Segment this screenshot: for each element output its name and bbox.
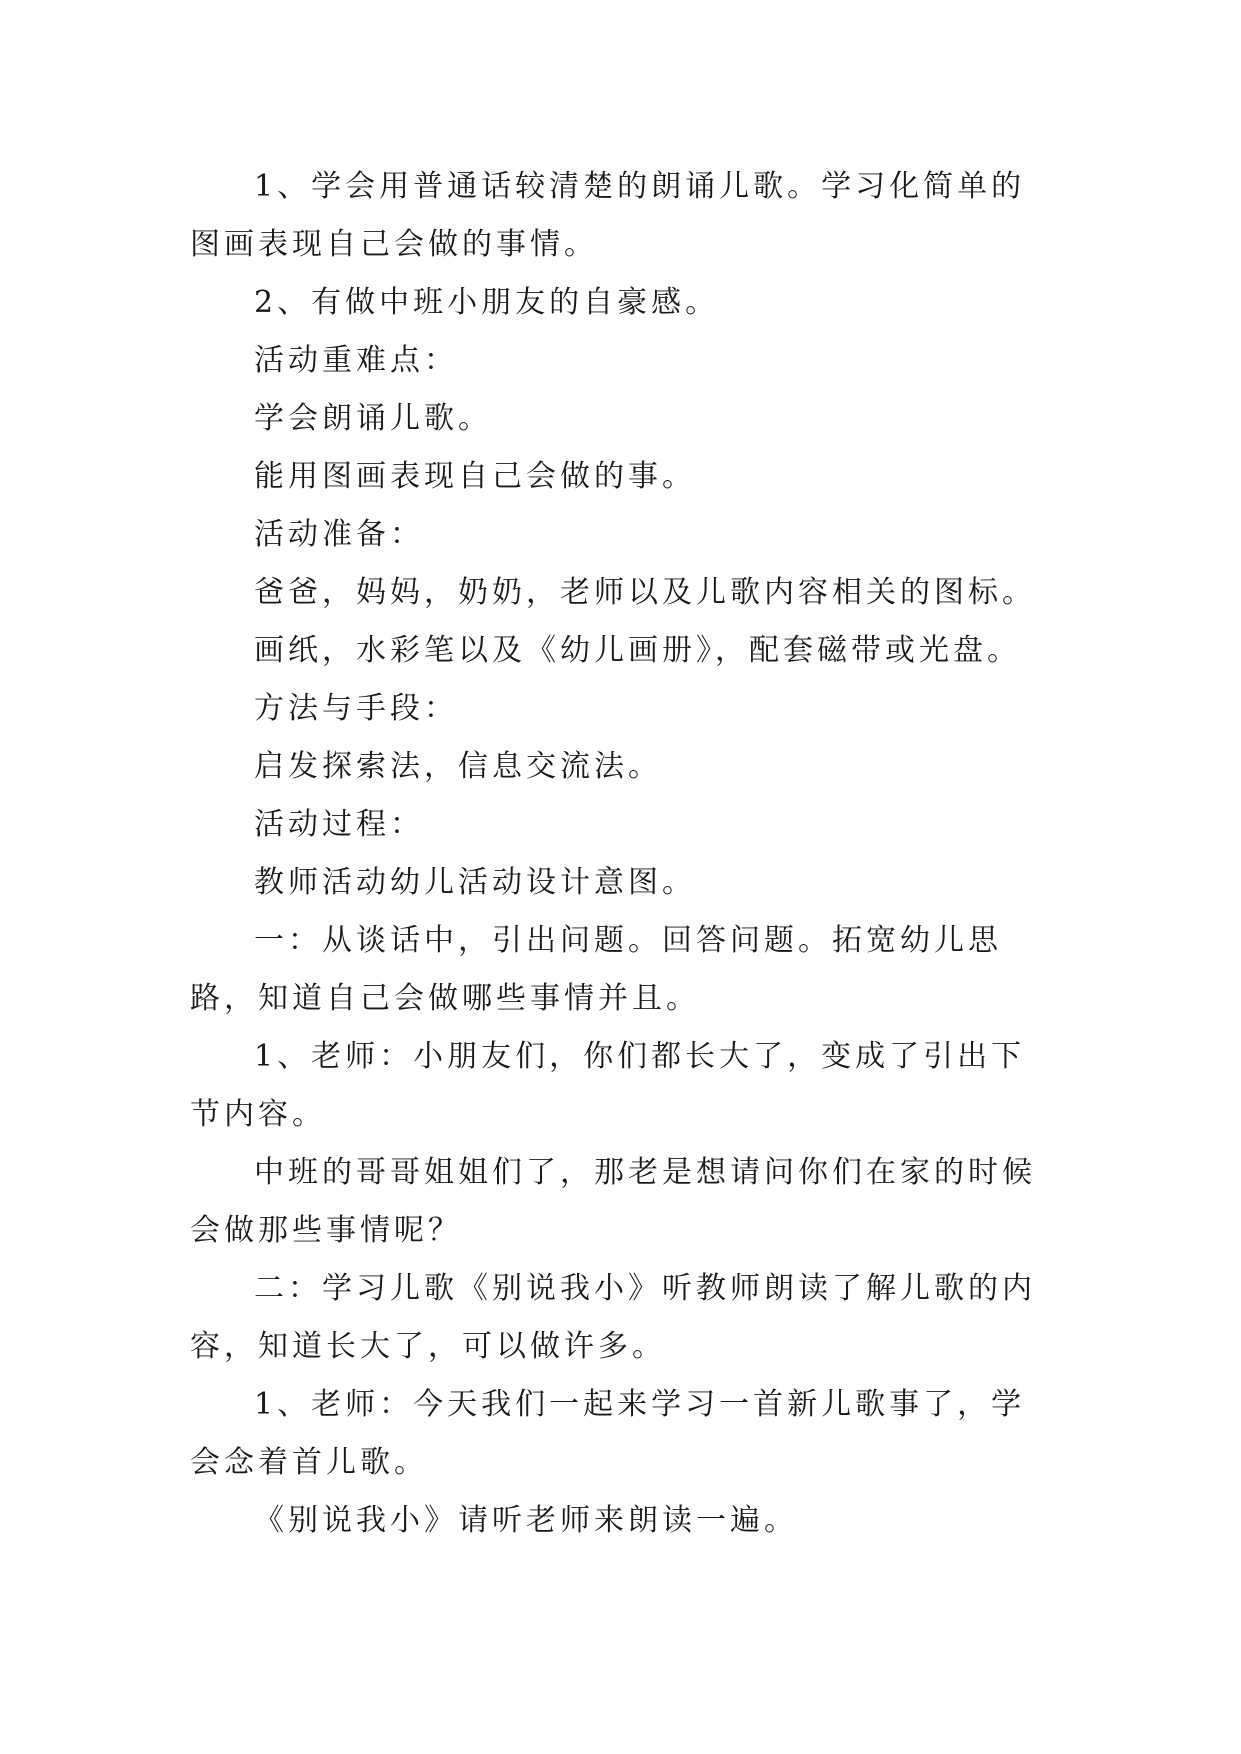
paragraph-key-point-1: 学会朗诵儿歌。 <box>254 401 492 436</box>
paragraph-process-columns: 教师活动幼儿活动设计意图。 <box>254 865 696 900</box>
heading-process: 活动过程： <box>254 807 424 842</box>
paragraph-step-2: 二：学习儿歌《别说我小》听教师朗读了解儿歌的内容，知道长大了，可以做许多。 <box>190 1271 1036 1364</box>
paragraph-step-2-reading: 《别说我小》请听老师来朗读一遍。 <box>254 1503 798 1538</box>
paragraph-step-1: 一：从谈话中，引出问题。回答问题。拓宽幼儿思路，知道自己会做哪些事情并且。 <box>190 923 1002 1016</box>
paragraph-preparation-1: 爸爸，妈妈，奶奶，老师以及儿歌内容相关的图标。 <box>254 575 1036 610</box>
heading-key-points: 活动重难点： <box>254 343 458 378</box>
heading-preparation: 活动准备： <box>254 517 424 552</box>
document-body <box>190 158 1050 1550</box>
paragraph-key-point-2: 能用图画表现自己会做的事。 <box>254 459 696 494</box>
paragraph-methods: 启发探索法，信息交流法。 <box>254 749 662 784</box>
paragraph-goal-1: 1、学会用普通话较清楚的朗诵儿歌。学习化简单的图画表现自己会做的事情。 <box>190 169 1026 262</box>
paragraph-goal-2: 2、有做中班小朋友的自豪感。 <box>254 285 720 320</box>
heading-methods: 方法与手段： <box>254 691 458 726</box>
paragraph-step-2-teacher: 1、老师：今天我们一起来学习一首新儿歌事了，学会念着首儿歌。 <box>190 1387 1026 1480</box>
paragraph-preparation-2: 画纸，水彩笔以及《幼儿画册》，配套磁带或光盘。 <box>254 633 1021 668</box>
paragraph-step-1-question: 中班的哥哥姐姐们了，那老是想请问你们在家的时候会做那些事情呢？ <box>190 1155 1036 1248</box>
paragraph-step-1-teacher: 1、老师：小朋友们，你们都长大了，变成了引出下节内容。 <box>190 1039 1026 1132</box>
